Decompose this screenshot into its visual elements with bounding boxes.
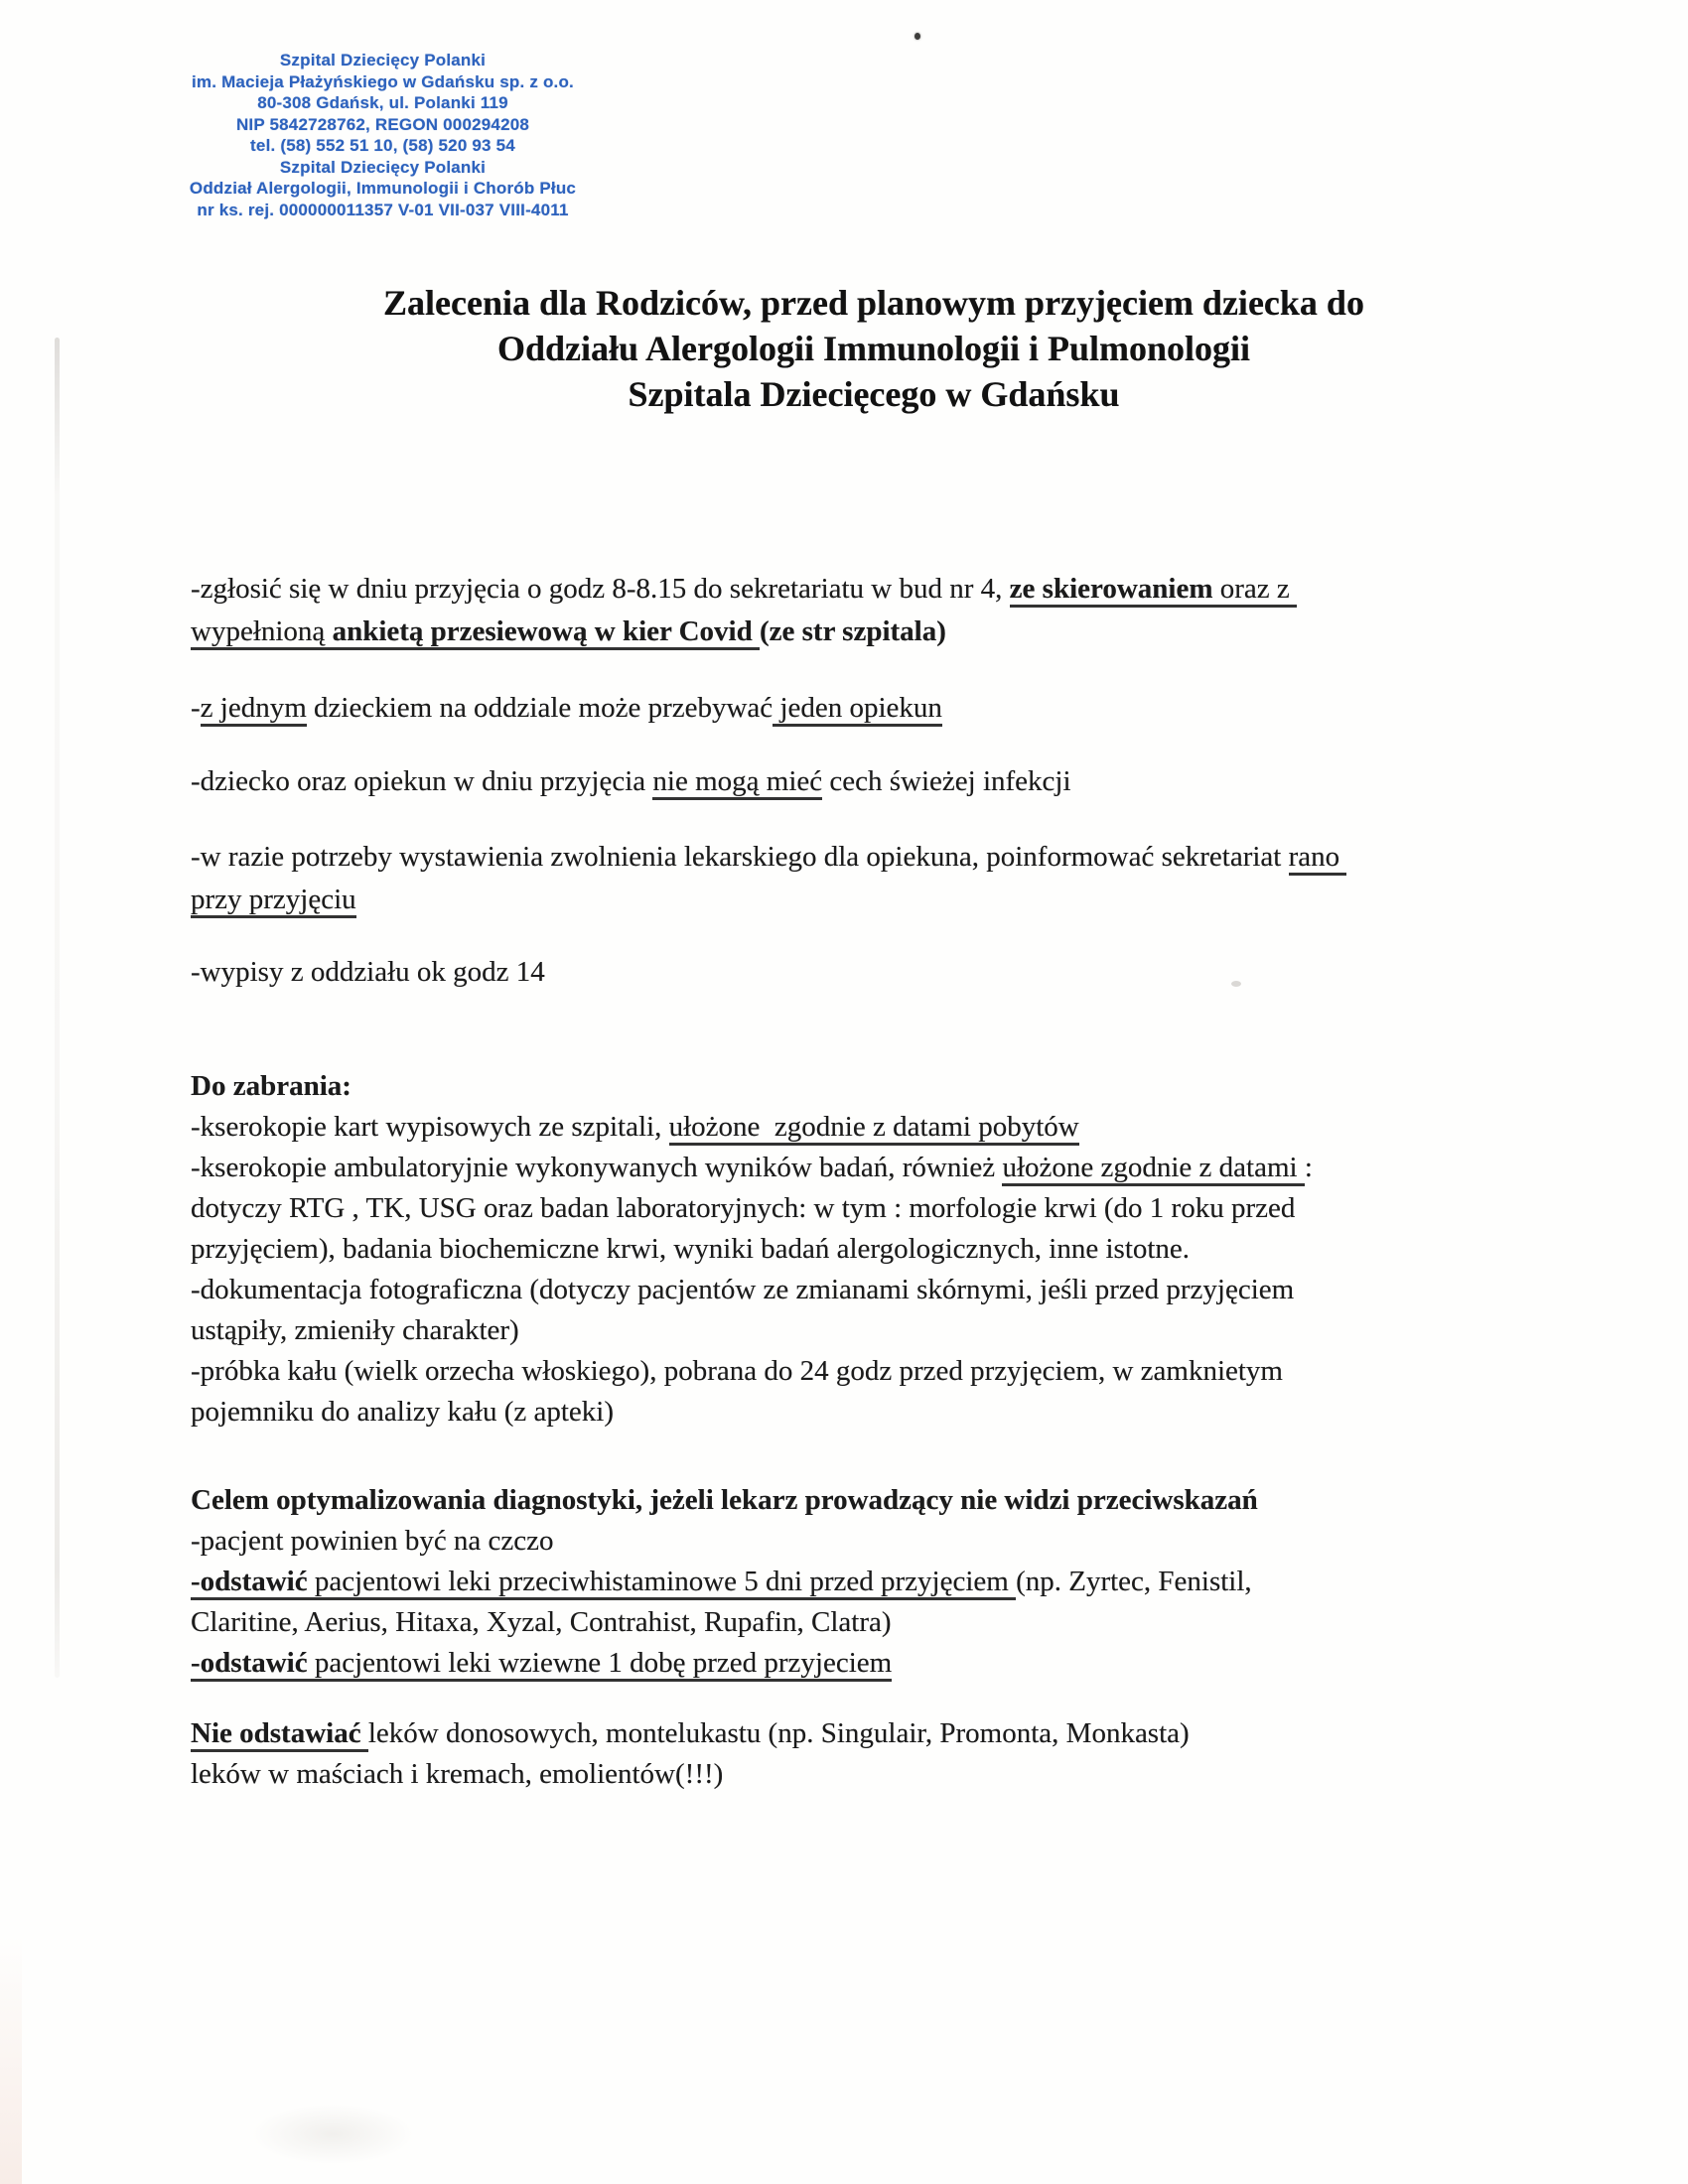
text-line: dotyczy RTG , TK, USG oraz badan laboratoryjnych: w tym : morfologie krwi (do 1 roku przed [191,1192,1296,1224]
text-line: -zgłosić się w dniu przyjęcia o godz 8-8.15 do sekretariatu w bud nr 4, ze skierowaniem oraz z [191,568,1556,611]
text-line: -z jednym dzieckiem na oddziale może przebywać jeden opiekun [191,687,1556,730]
text-line: -dziecko oraz opiekun w dniu przyjęcia nie mogą mieć cech świeżej infekcji [191,760,1556,803]
text-line: Do zabrania: [191,1070,352,1102]
stamp-line: im. Macieja Płażyńskiego w Gdańsku sp. z o.o. [191,71,574,91]
paragraph-sick-leave [191,836,1556,921]
text-line: -kserokopie kart wypisowych ze szpitali, ułożone zgodnie z datami pobytów [191,1107,1556,1148]
paragraph-keep [191,1713,1556,1795]
text-line: Claritine, Aerius, Hitaxa, Xyzal, Contrahist, Rupafin, Clatra) [191,1606,892,1638]
text-line: ustąpiły, zmieniły charakter) [191,1314,519,1346]
text-line: -wypisy z oddziału ok godz 14 [191,956,545,988]
paragraph-discharge [191,951,1556,994]
text-line: pojemniku do analizy kału (z apteki) [191,1396,614,1428]
scan-dot-artifact [914,33,920,40]
paragraph-diagnostics [191,1480,1556,1684]
paragraph-one-caregiver [191,687,1556,730]
stamp-line: Szpital Dziecięcy Polanki [279,51,487,69]
title-line: Zalecenia dla Rodziców, przed planowym przyjęciem dziecka do [383,283,1364,323]
stamp-line: Szpital Dziecięcy Polanki [279,157,487,177]
text-line: -dokumentacja fotograficzna (dotyczy pacjentów ze zmianami skórnymi, jeśli przed przyjęciem [191,1274,1295,1305]
text-line: -pacjent powinien być na czczo [191,1525,554,1557]
title-line: Oddziału Alergologii Immunologii i Pulmonologii [496,329,1251,368]
paragraph-arrival [191,568,1556,653]
text-line: -w razie potrzeby wystawienia zwolnienia lekarskiego dla opiekuna, poinformować sekretariat rano [191,836,1556,879]
stamp-line: 80-308 Gdańsk, ul. Polanki 119 [257,93,508,112]
text-line: -odstawić pacjentowi leki przeciwhistaminowe 5 dni przed przyjęciem (np. Zyrtec, Fenistil, [191,1562,1556,1602]
text-line: Celem optymalizowania diagnostyki, jeżeli lekarz prowadzący nie widzi przeciwskazań [191,1484,1258,1516]
scan-smudge-artifact [253,2105,412,2164]
text-line: -próbka kału (wielk orzecha włoskiego), pobrana do 24 godz przed przyjęciem, w zamknietym [191,1355,1283,1387]
text-line: przy przyjęciu [191,879,1556,921]
text-line: przyjęciem), badania biochemiczne krwi, wyniki badań alergologicznych, inne istotne. [191,1233,1191,1265]
paragraph-no-infection [191,760,1556,803]
scan-fold-line-artifact [55,338,60,1678]
title-line: Szpitala Dziecięcego w Gdańsku [628,374,1120,414]
stamp-line: Oddział Alergologii, Immunologii i Chorób Płuc [189,179,577,198]
text-line: -odstawić pacjentowi leki wziewne 1 dobę przed przyjeciem [191,1643,1556,1684]
text-line: leków w maściach i kremach, emolientów(!!!) [191,1758,724,1790]
stamp-line: tel. (58) 552 51 10, (58) 520 93 54 [250,136,515,155]
text-line: Nie odstawiać leków donosowych, montelukastu (np. Singulair, Promonta, Monkasta) [191,1713,1556,1754]
stamp-line: nr ks. rej. 000000011357 V-01 VII-037 VIII-4011 [197,200,569,219]
scan-speck-artifact [1231,981,1241,987]
stamp-line: NIP 5842728762, REGON 000294208 [235,114,530,134]
text-line: wypełnioną ankietą przesiewową w kier Covid (ze str szpitala) [191,611,1556,653]
paragraph-bring [191,1066,1556,1433]
text-line: -kserokopie ambulatoryjnie wykonywanych wyników badań, również ułożone zgodnie z datami : [191,1148,1556,1188]
scan-edge-artifact [0,1936,22,2184]
